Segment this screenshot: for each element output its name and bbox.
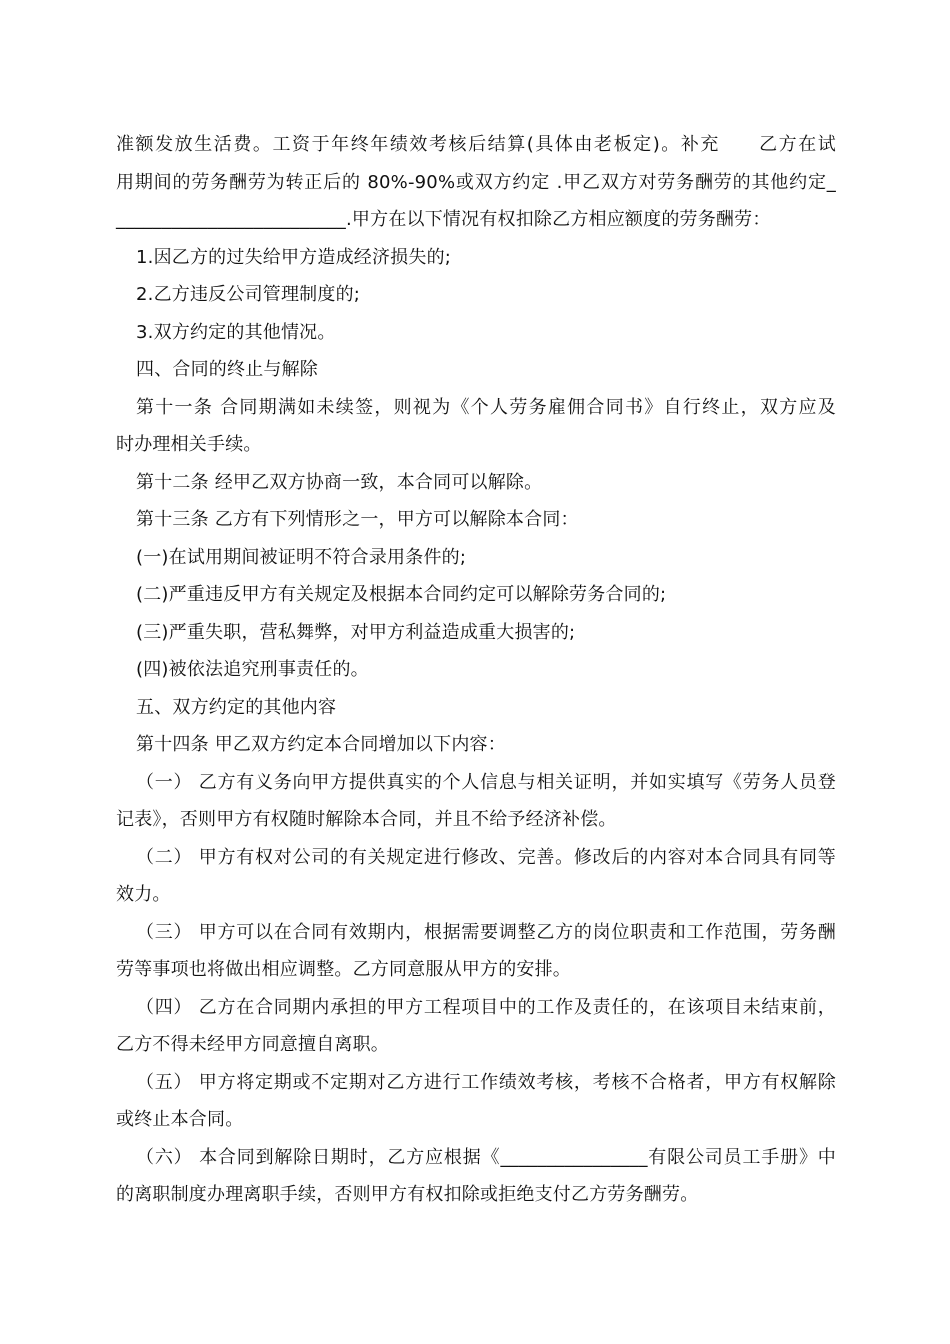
clause-paragraph: 第十四条 甲乙双方约定本合同增加以下内容： bbox=[136, 734, 506, 755]
list-item: (一)在试用期间被证明不符合录用条件的; bbox=[136, 546, 467, 568]
list-item: （二） 甲方有权对公司的有关规定进行修改、完善。修改后的内容对本合同具有同等 bbox=[136, 846, 836, 868]
text-line: 乙方不得未经甲方同意擅自离职。 bbox=[116, 1034, 389, 1055]
text-line: 用期间的劳务酬劳为转正后的 80%-90%或双方约定 .甲乙双方对劳务酬劳的其他约定_ bbox=[116, 171, 836, 193]
text-line: 时办理相关手续。 bbox=[116, 434, 262, 455]
list-item: (三)严重失职，营私舞弊，对甲方利益造成重大损害的; bbox=[136, 621, 576, 643]
list-item: 2.乙方违反公司管理制度的; bbox=[136, 284, 361, 305]
list-item: (二)严重违反甲方有关规定及根据本合同约定可以解除劳务合同的; bbox=[136, 584, 667, 605]
text-line: 记表》，否则甲方有权随时解除本合同，并且不给予经济补偿。 bbox=[116, 809, 617, 830]
clause-paragraph: 第十一条 合同期满如未续签，则视为《个人劳务雇佣合同书》自行终止，双方应及 bbox=[136, 396, 836, 418]
text-line: 或终止本合同。 bbox=[116, 1109, 244, 1130]
document-body bbox=[116, 126, 836, 1214]
text-line: 劳等事项也将做出相应调整。乙方同意服从甲方的安排。 bbox=[116, 959, 571, 980]
text-line: 准额发放生活费。工资于年终年绩效考核后结算(具体由老板定)。补充 乙方在试 bbox=[116, 134, 836, 155]
list-item: （六） 本合同到解除日期时，乙方应根据《________________有限公司员工手册》中 bbox=[136, 1146, 836, 1168]
section-heading: 四、合同的终止与解除 bbox=[136, 359, 318, 380]
list-item: （五） 甲方将定期或不定期对乙方进行工作绩效考核，考核不合格者，甲方有权解除 bbox=[136, 1071, 836, 1093]
list-item: (四)被依法追究刑事责任的。 bbox=[136, 659, 369, 680]
text-line: 效力。 bbox=[116, 884, 171, 905]
clause-paragraph: 第十二条 经甲乙双方协商一致，本合同可以解除。 bbox=[136, 471, 543, 493]
text-line: _________________________.甲方在以下情况有权扣除乙方相应额度的劳务酬劳： bbox=[116, 209, 771, 230]
section-heading: 五、双方约定的其他内容 bbox=[136, 696, 337, 718]
list-item: （三） 甲方可以在合同有效期内，根据需要调整乙方的岗位职责和工作范围，劳务酬 bbox=[136, 921, 836, 943]
clause-paragraph: 第十三条 乙方有下列情形之一，甲方可以解除本合同： bbox=[136, 509, 579, 530]
list-item: 1.因乙方的过失给甲方造成经济损失的; bbox=[136, 246, 452, 268]
list-item: 3.双方约定的其他情况。 bbox=[136, 321, 336, 343]
list-item: （四） 乙方在合同期内承担的甲方工程项目中的工作及责任的，在该项目未结束前， bbox=[136, 996, 836, 1018]
list-item: （一） 乙方有义务向甲方提供真实的个人信息与相关证明，并如实填写《劳务人员登 bbox=[136, 771, 836, 793]
text-line: 的离职制度办理离职手续，否则甲方有权扣除或拒绝支付乙方劳务酬劳。 bbox=[116, 1184, 699, 1205]
